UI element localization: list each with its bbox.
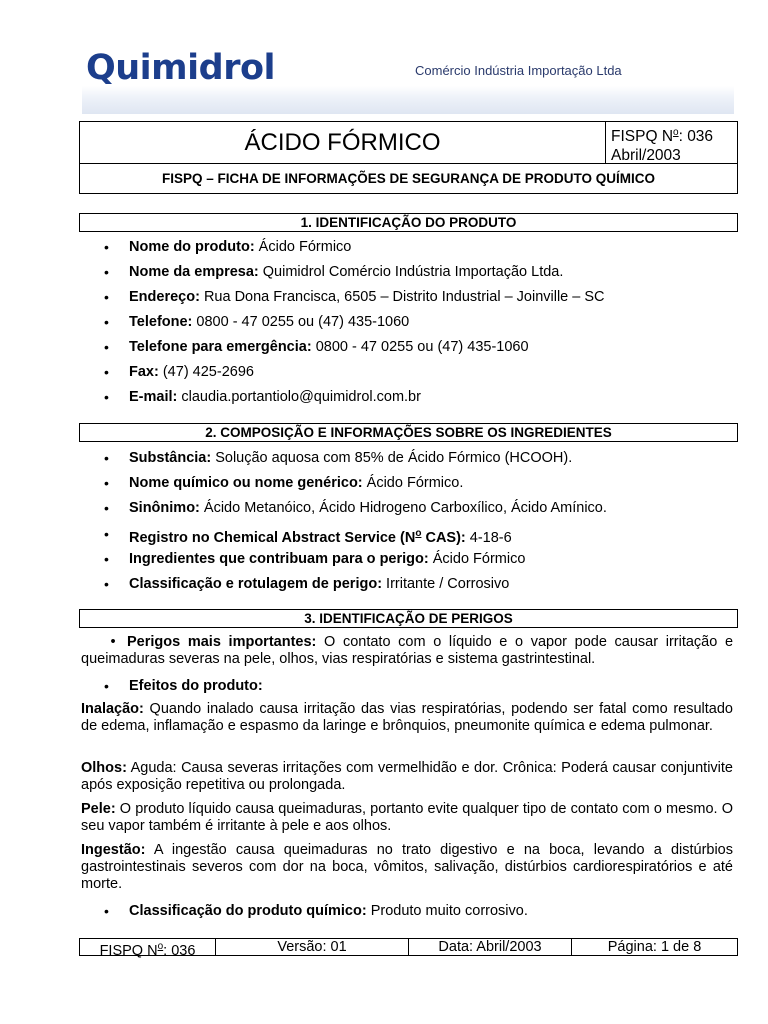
- perigos-paragraph: • Perigos mais importantes: O contato com o líquido e o vapor pode causar irritação e queimaduras severas na pele, olhos, vias respiratórias e sistema gastrintestinal.: [81, 634, 734, 667]
- bullet-icon: •: [110, 634, 116, 650]
- identificacao-item: [79, 287, 738, 307]
- item-value: Ácido Fórmico.: [362, 475, 464, 492]
- company-logo: [86, 42, 275, 94]
- document-subtitle: FISPQ – FICHA DE INFORMAÇÕES DE SEGURANÇA DE PRODUTO QUÍMICO: [80, 163, 737, 193]
- bullet-icon: •: [104, 264, 109, 280]
- logo-wordmark: Quimidrol: [86, 48, 275, 88]
- identificacao-item: [79, 387, 738, 407]
- item-label: Nome da empresa:: [129, 264, 259, 280]
- title-table: [79, 121, 738, 194]
- item-value: 4-18-6: [465, 529, 512, 546]
- footer-fispq-number: FISPQ $N^o$: 036: [80, 939, 216, 955]
- inalacao-paragraph: Inalação: Quando inalado causa irritação das vias respiratórias, podendo ser fatal como resultado de edema, inflamação e espasmo da laringe e brônquios, pneumonite química e edema pulmonar.: [81, 701, 733, 734]
- bullet-icon: •: [104, 500, 109, 517]
- section-3-heading: 3. IDENTIFICAÇÃO DE PERIGOS: [79, 609, 738, 628]
- bullet-icon: •: [104, 389, 109, 405]
- bullet-icon: •: [104, 239, 109, 255]
- item-label: Classificação e rotulagem de perigo:: [129, 576, 383, 592]
- bullet-icon: •: [104, 289, 109, 305]
- identificacao-item: [79, 262, 738, 282]
- item-label: Sinônimo:: [129, 500, 200, 517]
- bullet-icon: •: [104, 450, 109, 466]
- issue-date: Abril/2003: [611, 147, 681, 164]
- item-label: E-mail:: [129, 389, 178, 405]
- item-value: (47) 425-2696: [158, 364, 254, 380]
- footer-version: Versão: 01: [216, 939, 409, 955]
- composicao-item: [79, 574, 738, 594]
- item-label: Substância:: [129, 450, 212, 466]
- item-value: Rua Dona Francisca, 6505 – Distrito Industrial – Joinville – SC: [199, 289, 605, 305]
- footer-date: Data: Abril/2003: [409, 939, 572, 955]
- composicao-item: [79, 473, 738, 493]
- pele-paragraph: Pele: O produto líquido causa queimaduras, portanto evite qualquer tipo de contato com o mesmo. O seu vapor também é irritante à pele e aos olhos.: [81, 801, 733, 834]
- item-value: Ácido Fórmico: [254, 239, 352, 255]
- page-header: [82, 38, 734, 114]
- identificacao-item: [79, 312, 738, 332]
- bullet-icon: •: [104, 525, 109, 542]
- bullet-icon: •: [104, 475, 109, 492]
- product-title: ÁCIDO FÓRMICO: [80, 122, 606, 163]
- bullet-icon: •: [104, 314, 109, 330]
- item-label: Nome químico ou nome genérico:: [129, 475, 363, 492]
- company-tagline: Comércio Indústria Importação Ltda: [415, 63, 622, 78]
- composicao-item: [79, 549, 738, 569]
- bullet-icon: •: [104, 576, 109, 592]
- item-label: Telefone para emergência:: [129, 339, 312, 355]
- item-value: Quimidrol Comércio Indústria Importação Ltda.: [258, 264, 564, 280]
- efeitos-item: • Efeitos do produto:: [104, 678, 263, 694]
- bullet-icon: •: [104, 678, 109, 694]
- item-label: Registro no Chemical Abstract Service (N: [129, 529, 416, 546]
- item-value: 0800 - 47 0255 ou (47) 435-1060: [311, 339, 529, 355]
- title-meta: [607, 122, 737, 163]
- bullet-icon: •: [104, 903, 109, 919]
- bullet-icon: •: [104, 364, 109, 380]
- section-2-heading: 2. COMPOSIÇÃO E INFORMAÇÕES SOBRE OS INGREDIENTES: [79, 423, 738, 442]
- item-label: Fax:: [129, 364, 159, 380]
- fispq-number: FISPQ $N^o$: 036: [611, 127, 714, 145]
- item-label: Endereço:: [129, 289, 200, 305]
- page-footer: [79, 938, 738, 959]
- composicao-item: [79, 498, 738, 518]
- item-label: Nome do produto:: [129, 239, 255, 255]
- item-value: Solução aquosa com 85% de Ácido Fórmico (HCOOH).: [211, 450, 573, 466]
- item-label: Telefone:: [129, 314, 193, 330]
- item-label: Ingredientes que contribuam para o perigo:: [129, 550, 429, 567]
- item-value[interactable]: claudia.portantiolo@quimidrol.com.br: [177, 389, 421, 405]
- section-1-heading: 1. IDENTIFICAÇÃO DO PRODUTO: [79, 213, 738, 232]
- item-value: Ácido Metanóico, Ácido Hidrogeno Carboxílico, Ácido Amínico.: [199, 500, 607, 517]
- identificacao-item: [79, 337, 738, 357]
- classificacao-item: • Classificação do produto químico: Produto muito corrosivo.: [104, 903, 528, 919]
- identificacao-item: [79, 237, 738, 257]
- bullet-icon: •: [104, 339, 109, 355]
- composicao-item: [79, 448, 738, 468]
- item-value: Ácido Fórmico: [428, 550, 526, 567]
- item-value: 0800 - 47 0255 ou (47) 435-1060: [192, 314, 410, 330]
- item-value: Irritante / Corrosivo: [382, 576, 510, 592]
- ingestao-paragraph: Ingestão: A ingestão causa queimaduras no trato digestivo e na boca, levando a distúrbios gastrointestinais severos com dor na boca, vômitos, salivação, distúrbios cardiorespiratórios e até morte.: [81, 842, 733, 892]
- footer-page-number: Página: 1 de 8: [607, 939, 702, 955]
- bullet-icon: •: [104, 550, 109, 567]
- composicao-item: • Registro no Chemical Abstract Service ($N^o$ CAS): 4-18-6: [104, 525, 512, 546]
- identificacao-item: [79, 362, 738, 382]
- olhos-paragraph: Olhos: Aguda: Causa severas irritações com vermelhidão e dor. Crônica: Poderá causar conjuntivite após exposição repetitiva ou prolongada.: [81, 760, 733, 793]
